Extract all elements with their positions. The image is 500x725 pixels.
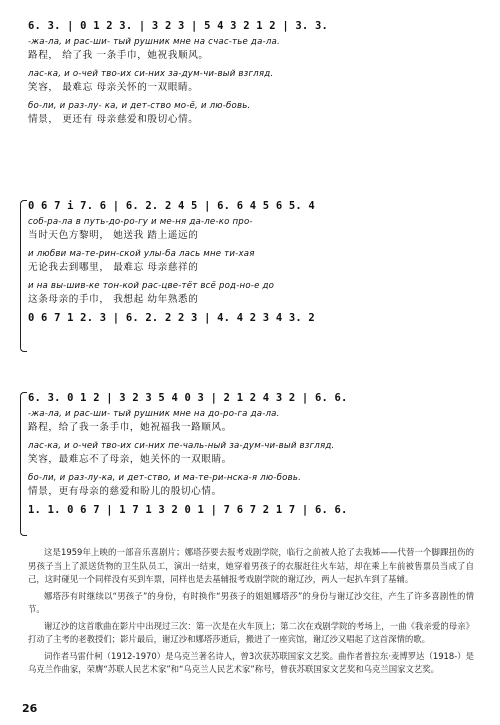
melody-notes: 0 6 7 i 7. 6 | 6. 2. 2 4 5 | 6. 6 4 5 6 5. 4 [28,200,315,212]
lyric-russian-verse-3: бо-ли, и раз-лу- ка, и дет-ство мо-ё, и лю-бовь. [28,101,251,111]
lyric-russian-verse-3: бо-ли, и раз-лу-ка, и дет-ство, и ма-те-ри-нска-я лю-бовь. [28,473,302,483]
lyric-russian-verse-1: -жа-ла, и рас-ши- тый рушник мне на счас-тье да-ла. [28,37,280,47]
lyric-chinese-verse-3: 这条母亲的手巾， 我想起 幼年熟悉的 [28,294,199,305]
lyric-chinese-verse-2: 笑容， 最难忘 母亲关怀的一双眼睛。 [28,82,199,93]
commentary-paragraph: 谢辽沙的这首歌曲在影片中出现过三次：第一次是在火车顶上；第二次在戏剧学院的考场上，一曲《我亲爱的母亲》打动了主考的老教授们；影片最后，谢辽沙和娜塔莎逝后，搬进了一座宾馆，谢辽沙又唱起了这首深情的歌。 [28,620,474,644]
lyric-russian-verse-2: и любви ма-те-рин-ской улы-ба лась мне ти-хая [28,249,255,259]
music-system-3 [28,392,476,520]
system-brace [20,200,27,352]
lyric-chinese-verse-1: 路程， 给了我 一条手巾，她祝我顺风。 [28,50,209,61]
lyric-chinese-verse-3: 情景，更有母亲的慈爱和盼儿的殷切心情。 [28,486,222,497]
music-system-1 [28,20,476,126]
commentary-text [28,546,474,680]
page-number: 26 [22,702,38,715]
commentary-paragraph: 词作者马雷什柯（1912-1970）是乌克兰著名诗人，曾3次获苏联国家文艺奖。曲作者普拉东·麦博罗达（1918-）是乌克兰作曲家，荣膺“苏联人民艺术家”和“乌克兰人民艺术家”称号，曾获苏联国家文艺奖和乌克兰国家文艺奖。 [28,650,474,674]
system-brace [20,392,27,536]
lyric-russian-verse-2: лас-ка, и о-чей тво-их си-них пе-чаль-ный за-дум-чи-вый взгляд. [28,441,335,451]
harmony-notes: 1. 1. 0 6 7 | 1 7 1 3 2 0 1 | 7 6 7 2 1 7 | 6. 6. [28,504,348,516]
commentary-paragraph: 这是1959年上映的一部音乐喜剧片；娜塔莎要去报考戏剧学院，临行之前被人抢了去我姊——代替一个脚踝扭伤的男孩子当上了派送货物的卫生队员工，演出一结束，她穿着男孩子的衣服赶往火车站，却在乘上车前被售票员当成了自己，这时碰见一个同样没有买到车票，同样也是去基辅报考戏剧学院的谢辽沙，两人一起扒车到了基辅。 [28,547,474,584]
lyric-chinese-verse-1: 路程，给了我一条手巾，她祝福我一路顺风。 [28,422,232,433]
commentary-paragraph: 娜塔莎有时继续以“男孩子”的身份，有时换作“男孩子的姐姐娜塔莎”的身份与谢辽沙交往，产生了许多喜剧性的情节。 [28,590,474,614]
melody-notes: 6. 3. | 0 1 2 3. | 3 2 3 | 5 4 3 2 1 2 | 3. 3. [28,20,328,32]
lyric-russian-verse-1: -жа-ла, и рас-ши- тый рушник мне на до-ро-га да-ла. [28,409,280,419]
lyric-russian-verse-2: лас-ка, и о-чей тво-их си-них за-дум-чи-вый взгляд. [28,69,274,79]
lyric-chinese-verse-2: 笑容，最难忘不了母亲，她关怀的一双眼睛。 [28,454,232,465]
music-system-2 [28,200,476,328]
lyric-chinese-verse-3: 情景， 更还有 母亲慈爱和殷切心情。 [28,114,199,125]
lyric-russian-verse-1: соб-ра-ла в путь-до-ро-гу и ме-ня да-ле-ко про- [28,217,253,227]
lyric-chinese-verse-1: 当时天色方黎明， 她送我 踏上遥远的 [28,230,199,241]
melody-notes: 6. 3. 0 1 2 | 3 2 3 5 4 0 3 | 2 1 2 4 3 2 | 6. 6. [28,392,348,404]
lyric-chinese-verse-2: 无论我去到哪里， 最难忘 母亲慈祥的 [28,262,199,273]
harmony-notes: 0 6 7 1 2. 3 | 6. 2. 2 2 3 | 4. 4 2 3 4 3. 2 [28,312,315,324]
lyric-russian-verse-3: и на вы-шив-ке тон-кой рас-цве-тёт всё род-но-е до [28,281,275,291]
